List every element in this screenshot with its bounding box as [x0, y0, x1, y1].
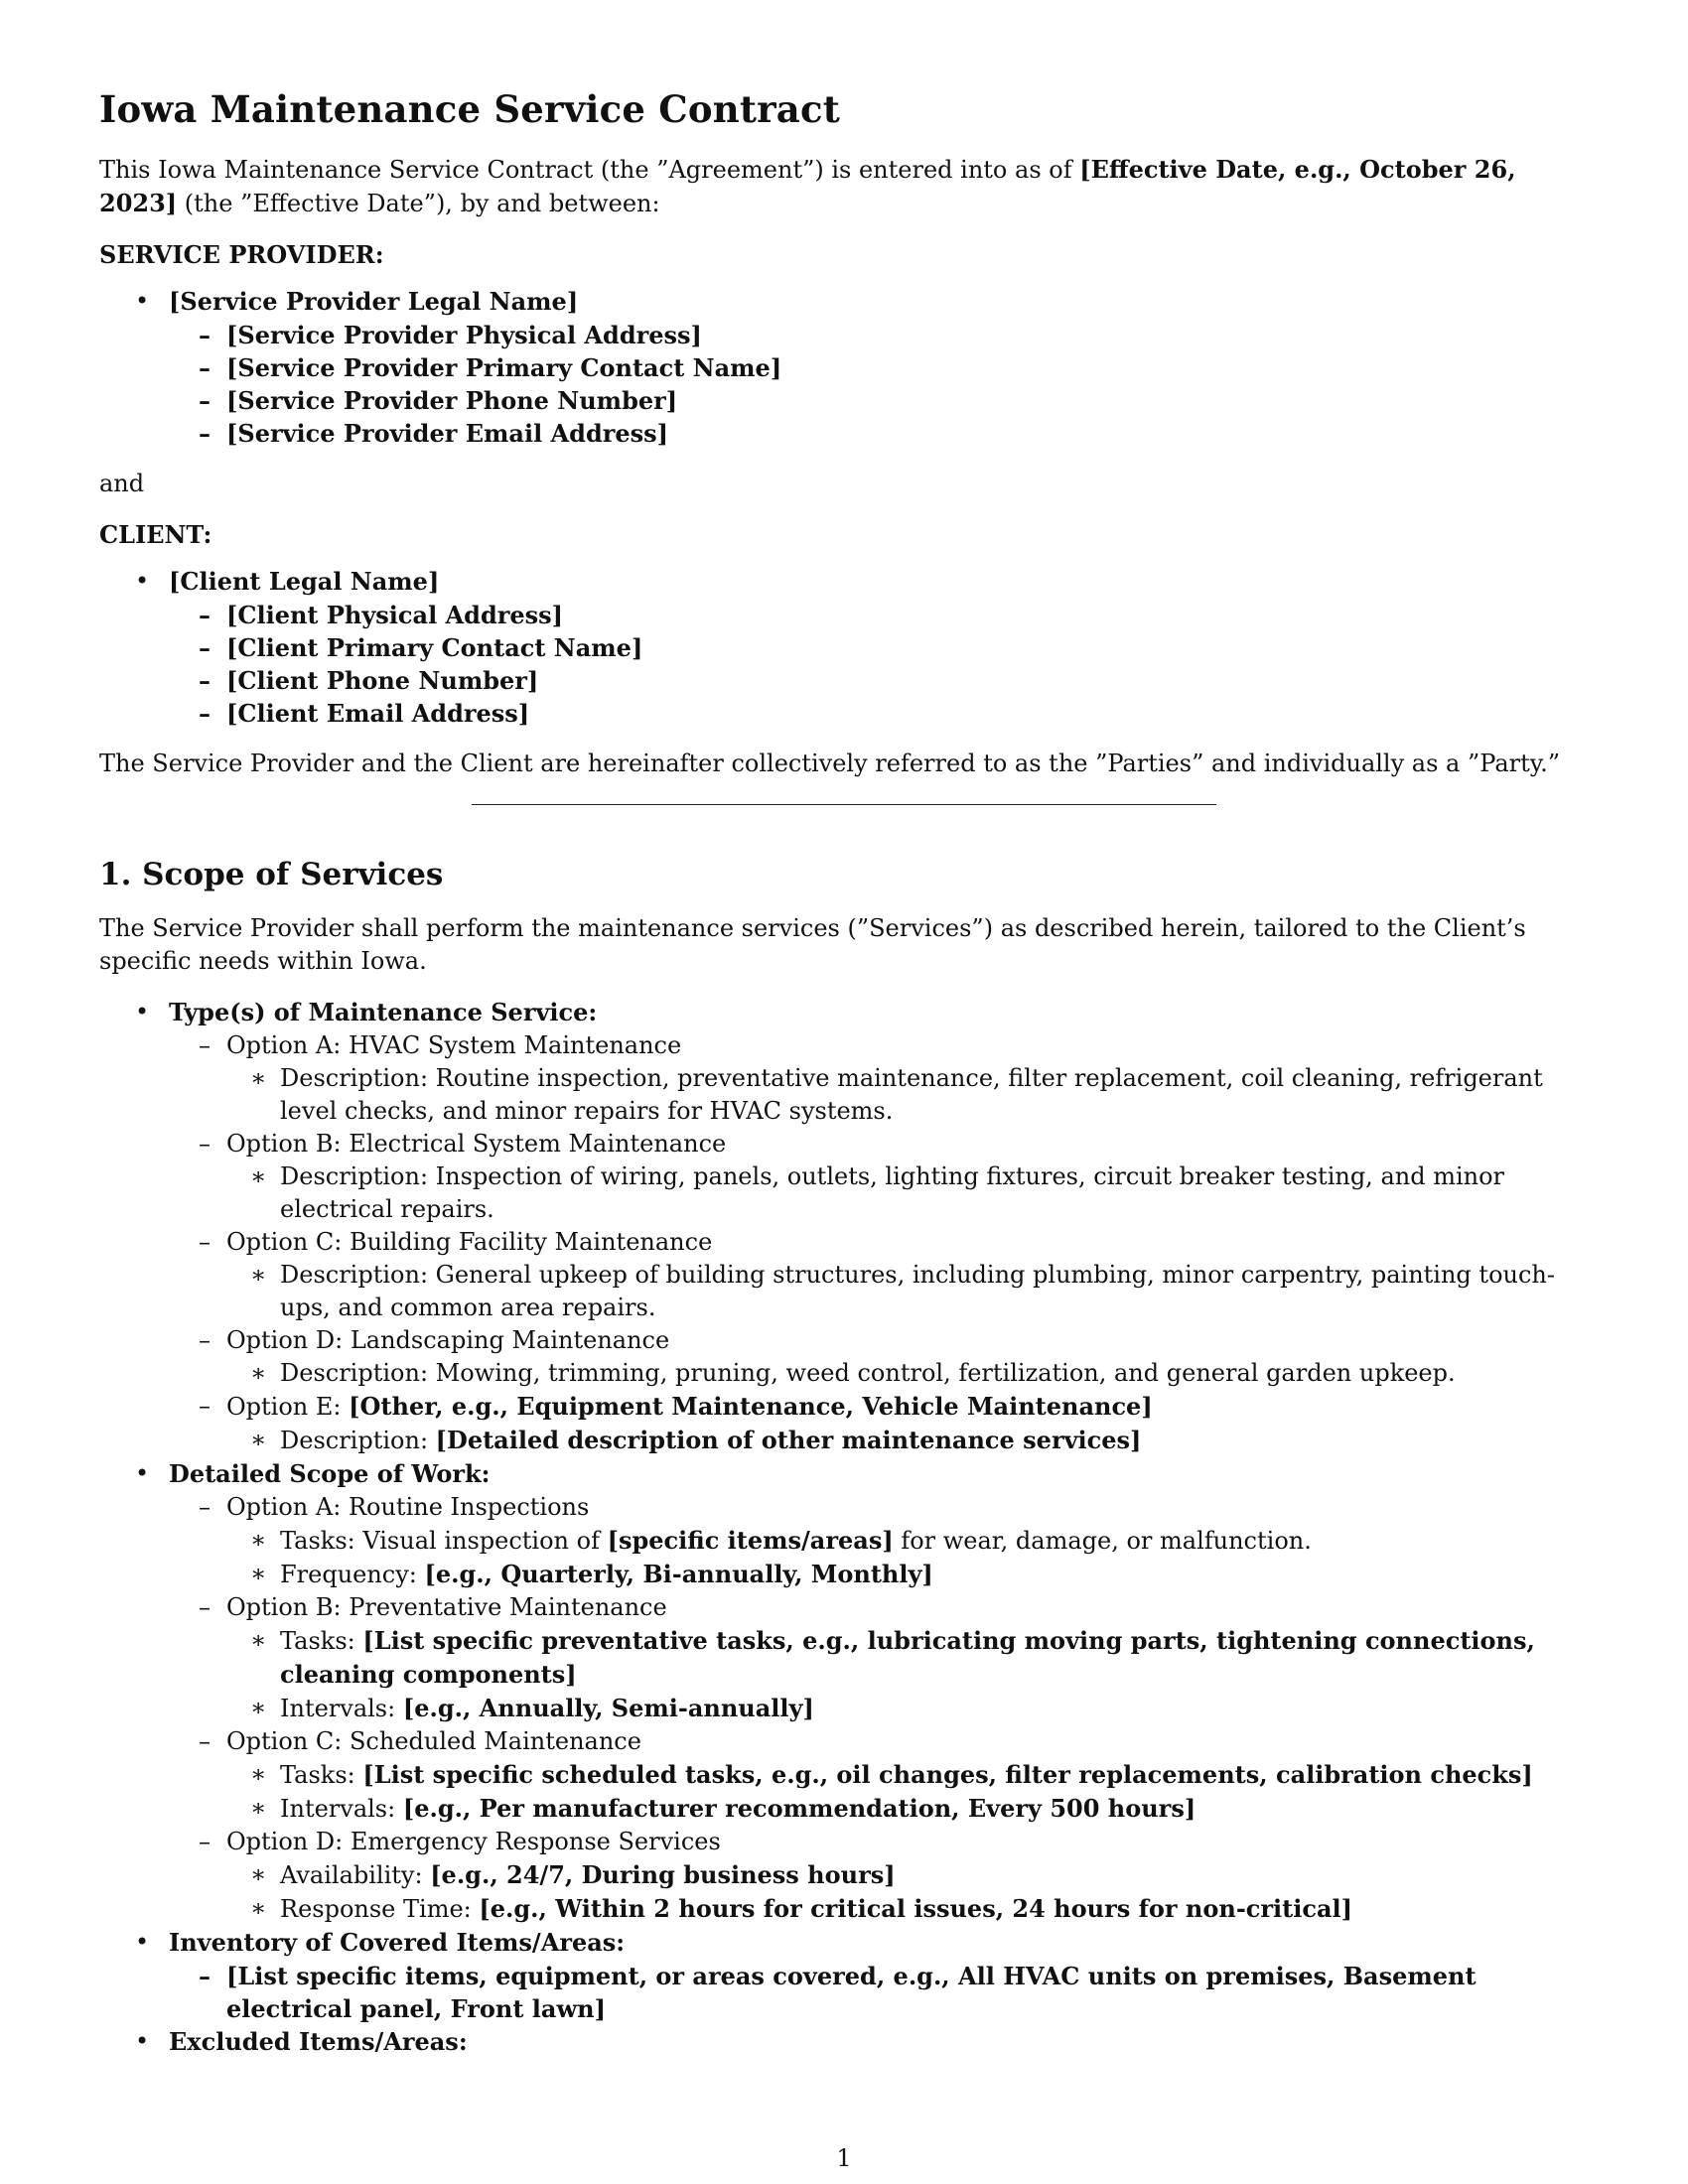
provider-email: – [Service Provider Email Address] — [99, 417, 1589, 450]
option-a: – Option A: HVAC System Maintenance ∗ Description: Routine inspection, preventative maintenance, filter replacement, coil cleaning, refrigerant level checks, and minor repairs for HVAC systems. — [99, 1029, 1589, 1128]
detail-b-tasks: ∗ Tasks: [List specific preventative tasks, e.g., lubricating moving parts, tightening connections, cleaning components] — [99, 1624, 1589, 1692]
service-provider-label: SERVICE PROVIDER: — [99, 240, 384, 269]
scope-intro: The Service Provider shall perform the maintenance services (”Services”) as described herein, tailored to the Client’s specific needs within Iowa. — [99, 914, 1526, 975]
document-title: Iowa Maintenance Service Contract — [99, 87, 841, 131]
effective-date-placeholder: [Effective Date, e.g., October 26, 2023] — [99, 155, 1516, 217]
section-divider — [472, 804, 1216, 805]
provider-phone: – [Service Provider Phone Number] — [99, 384, 1589, 417]
inventory-value: – [List specific items, equipment, or areas covered, e.g., All HVAC units on premises, Basement electrical panel, Front lawn] — [99, 1960, 1589, 2025]
inventory-label: Inventory of Covered Items/Areas: — [169, 1928, 626, 1957]
detail-c-intervals: ∗ Intervals: [e.g., Per manufacturer recommendation, Every 500 hours] — [99, 1792, 1589, 1826]
intro-text-end: (the ”Effective Date”), by and between: — [177, 190, 660, 217]
and-text: and — [99, 470, 145, 497]
intro-paragraph — [99, 153, 1589, 220]
contract-page — [99, 87, 1589, 2077]
scope-list — [99, 996, 1589, 2059]
option-c: – Option C: Building Facility Maintenance ∗ Description: General upkeep of building structures, including plumbing, minor carpentry, painting touch-ups, and common area repairs. — [99, 1226, 1589, 1324]
option-e: – Option E: [Other, e.g., Equipment Maintenance, Vehicle Maintenance] ∗ Description: [Detailed description of other maintenance services] — [99, 1390, 1589, 1457]
client-list — [99, 565, 1589, 730]
detail-a-tasks: ∗ Tasks: Visual inspection of [specific items/areas] for wear, damage, or malfunction. — [99, 1524, 1589, 1558]
provider-name: [Service Provider Legal Name] — [169, 287, 579, 316]
detail-option-d: – Option D: Emergency Response Services ∗ Availability: [e.g., 24/7, During business hours] ∗ Response Time: [e.g., Within 2 hours for critical issues, 24 hours for non-critical] — [99, 1826, 1589, 1926]
list-item — [99, 1926, 1589, 2025]
option-a-description: ∗ Description: Routine inspection, preventative maintenance, filter replacement, coil cleaning, refrigerant level checks, and minor repairs for HVAC systems. — [99, 1062, 1589, 1128]
client-name: [Client Legal Name] — [169, 567, 440, 596]
parties-paragraph: The Service Provider and the Client are hereinafter collectively referred to as the ”Parties” and individually as a ”Party.” — [99, 750, 1561, 777]
detail-d-availability: ∗ Availability: [e.g., 24/7, During business hours] — [99, 1858, 1589, 1892]
provider-address: – [Service Provider Physical Address] — [99, 319, 1589, 351]
types-label: Type(s) of Maintenance Service: — [169, 998, 598, 1026]
option-d: – Option D: Landscaping Maintenance ∗ Description: Mowing, trimming, pruning, weed control, fertilization, and general garden upkeep. — [99, 1324, 1589, 1390]
client-address: – [Client Physical Address] — [99, 599, 1589, 631]
list-item — [99, 285, 1589, 450]
list-item — [99, 2025, 1589, 2059]
option-e-placeholder: [Other, e.g., Equipment Maintenance, Vehicle Maintenance] — [349, 1392, 1153, 1421]
detail-a-frequency: ∗ Frequency: [e.g., Quarterly, Bi-annually, Monthly] — [99, 1558, 1589, 1591]
option-e-description: ∗ Description: [Detailed description of other maintenance services] — [99, 1424, 1589, 1457]
list-item — [99, 996, 1589, 1457]
intro-text: This Iowa Maintenance Service Contract (the ”Agreement”) is entered into as of — [99, 156, 1080, 184]
provider-contact: – [Service Provider Primary Contact Name] — [99, 351, 1589, 384]
detail-b-intervals: ∗ Intervals: [e.g., Annually, Semi-annually] — [99, 1692, 1589, 1725]
list-item — [99, 565, 1589, 730]
option-c-description: ∗ Description: General upkeep of building structures, including plumbing, minor carpentry, painting touch-ups, and common area repairs. — [99, 1259, 1589, 1324]
client-label: CLIENT: — [99, 520, 212, 549]
detail-option-c: – Option C: Scheduled Maintenance ∗ Tasks: [List specific scheduled tasks, e.g., oil changes, filter replacements, calibration checks] ∗ Intervals: [e.g., Per manufacturer recommendation, Every 500 hours] — [99, 1725, 1589, 1826]
page-number: 1 — [836, 2144, 852, 2172]
detail-d-response-time: ∗ Response Time: [e.g., Within 2 hours for critical issues, 24 hours for non-critical] — [99, 1892, 1589, 1926]
option-b-description: ∗ Description: Inspection of wiring, panels, outlets, lighting fixtures, circuit breaker testing, and minor electrical repairs. — [99, 1160, 1589, 1226]
detailed-scope-label: Detailed Scope of Work: — [169, 1459, 491, 1488]
client-email: – [Client Email Address] — [99, 697, 1589, 730]
excluded-label: Excluded Items/Areas: — [169, 2027, 468, 2056]
service-provider-list — [99, 285, 1589, 450]
option-b: – Option B: Electrical System Maintenance ∗ Description: Inspection of wiring, panels, outlets, lighting fixtures, circuit breaker testing, and minor electrical repairs. — [99, 1128, 1589, 1226]
list-item — [99, 1457, 1589, 1926]
detail-option-b: – Option B: Preventative Maintenance ∗ Tasks: [List specific preventative tasks, e.g., lubricating moving parts, tightening connections, cleaning components] ∗ Intervals: [e.g., Annually, Semi-annually] — [99, 1591, 1589, 1725]
detail-option-a: – Option A: Routine Inspections ∗ Tasks: Visual inspection of [specific items/areas] for wear, damage, or malfunction. ∗ Frequency: [e.g., Quarterly, Bi-annually, Monthly] — [99, 1491, 1589, 1591]
client-contact: – [Client Primary Contact Name] — [99, 631, 1589, 664]
client-phone: – [Client Phone Number] — [99, 664, 1589, 697]
option-d-description: ∗ Description: Mowing, trimming, pruning, weed control, fertilization, and general garden upkeep. — [99, 1357, 1589, 1390]
section-heading-scope: 1. Scope of Services — [99, 857, 444, 892]
detail-c-tasks: ∗ Tasks: [List specific scheduled tasks, e.g., oil changes, filter replacements, calibration checks] — [99, 1758, 1589, 1792]
